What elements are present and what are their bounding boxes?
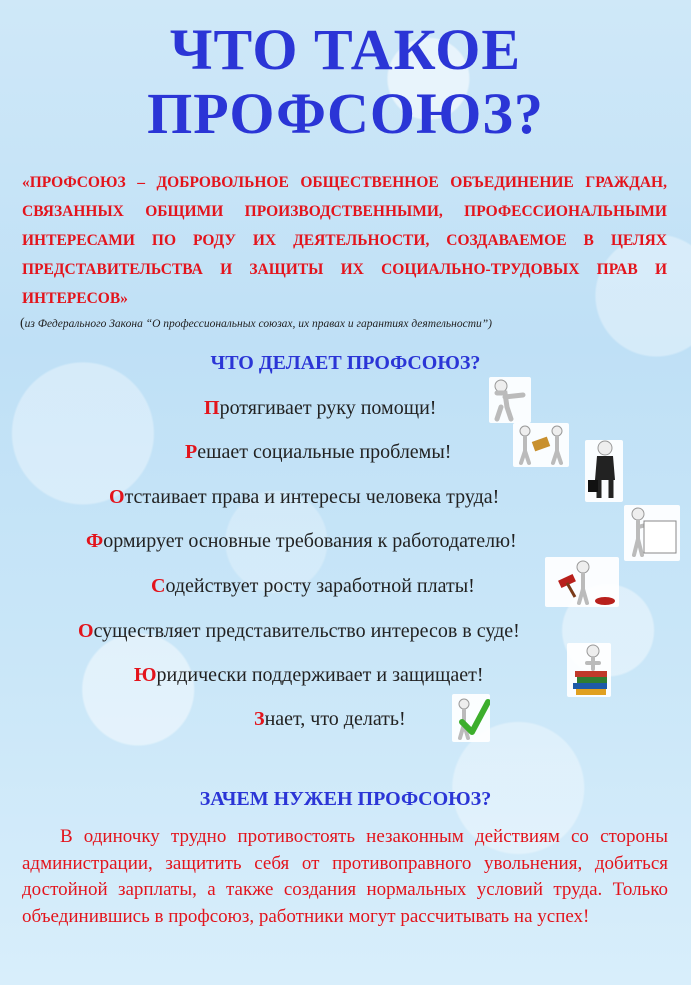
item-initial: О xyxy=(78,620,94,642)
list-item xyxy=(134,664,484,687)
list-item xyxy=(204,397,436,420)
item-text: ридически поддерживает и защищает! xyxy=(156,664,484,686)
item-text: одействует росту заработной платы! xyxy=(165,575,475,597)
page-title xyxy=(0,18,691,146)
item-initial: С xyxy=(151,575,166,597)
item-initial: Р xyxy=(185,441,198,463)
section-heading-why-needed: ЗАЧЕМ НУЖЕН ПРОФСОЮЗ? xyxy=(199,788,492,810)
list-item xyxy=(254,708,406,731)
item-initial: П xyxy=(204,397,220,419)
definition-text: «ПРОФСОЮЗ – ДОБРОВОЛЬНОЕ ОБЩЕСТВЕННОЕ ОБЪЕДИНЕНИЕ ГРАЖДАН, СВЯЗАННЫХ ОБЩИМИ ПРОИЗВОДСТВЕННЫМИ, ПРОФЕССИОНАЛЬНЫМИ ИНТЕРЕСАМИ ПО РОДУ ИХ ДЕЯТЕЛЬНОСТИ, СОЗДАВАЕМОЕ В ЦЕЛЯХ ПРЕДСТАВИТЕЛЬСТВА И ЗАЩИТЫ ИХ СОЦИАЛЬНО-ТРУДОВЫХ ПРАВ И ИНТЕРЕСОВ» xyxy=(22,174,667,307)
item-initial: Ю xyxy=(134,664,157,686)
list-item xyxy=(185,441,451,464)
title-line-2: ПРОФСОЮЗ? xyxy=(147,81,544,146)
item-text: тстаивает права и интересы человека труда! xyxy=(124,486,500,508)
item-initial: О xyxy=(109,486,125,508)
list-item xyxy=(151,575,475,598)
title-line-1: ЧТО ТАКОЕ xyxy=(169,17,522,82)
figure-on-books-icon xyxy=(567,643,611,697)
item-initial: Ф xyxy=(86,530,104,552)
checkmark-figure-icon xyxy=(452,694,490,742)
source-text: из Федерального Закона “О профессиональных союзах, их правах и гарантиях деятельности”) xyxy=(24,318,492,330)
source-paren: ( xyxy=(20,316,25,331)
item-text: существляет представительство интересов в суде! xyxy=(93,620,520,642)
figure-with-board-icon xyxy=(624,505,680,561)
item-text: ротягивает руку помощи! xyxy=(219,397,437,419)
source-citation xyxy=(20,316,680,332)
list-item xyxy=(86,530,517,553)
figure-with-gavel-icon xyxy=(545,557,619,607)
list-item xyxy=(109,486,499,509)
item-text: ормирует основные требования к работодателю! xyxy=(103,530,517,552)
businessman-briefcase-icon xyxy=(585,440,623,502)
item-initial: З xyxy=(254,708,265,730)
helping-hand-figure-icon xyxy=(489,377,531,423)
handshake-figures-icon xyxy=(513,423,569,467)
why-needed-paragraph: В одиночку трудно противостоять незаконным действиям со стороны администрации, защитить себя от противоправного увольнения, добиться достойной зарплаты, а также создания нормальных условий труда. Только объединившись в профсоюз, работники могут рассчитывать на успех! xyxy=(22,826,668,927)
list-item xyxy=(78,620,520,643)
section-heading-what-does: ЧТО ДЕЛАЕТ ПРОФСОЮЗ? xyxy=(210,352,481,374)
item-text: ешает социальные проблемы! xyxy=(197,441,452,463)
item-text: нает, что делать! xyxy=(264,708,406,730)
